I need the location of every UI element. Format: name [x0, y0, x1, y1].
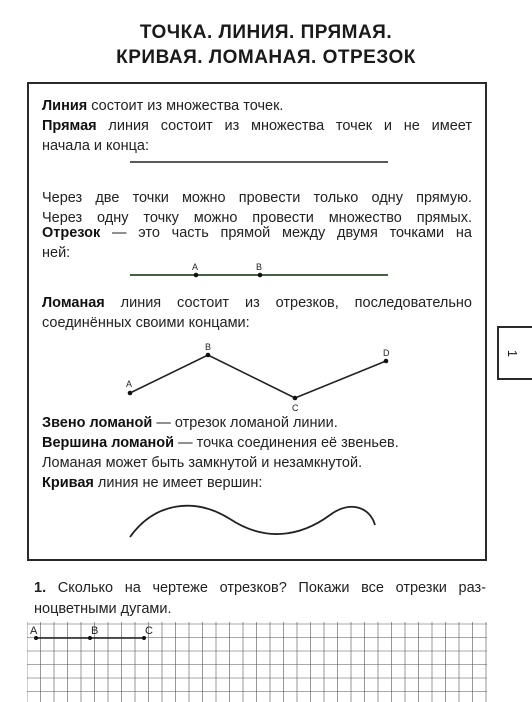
grid-workspace[interactable] — [27, 622, 487, 702]
line-definition — [42, 96, 472, 116]
task-1-line-2: ноцветными дугами. — [34, 601, 172, 617]
polyline-label-b: B — [205, 342, 212, 352]
segment-figure — [130, 262, 390, 282]
grid-label-c: C — [145, 625, 153, 637]
chapter-tab-number: 1 — [505, 349, 521, 358]
polyline-point-b — [206, 353, 211, 358]
grid-label-b: B — [91, 625, 99, 637]
straight-definition — [42, 116, 472, 136]
curve-figure — [125, 497, 385, 547]
link-definition-text: — отрезок ломаной линии. — [156, 415, 338, 431]
closed-polyline-text: Ломаная может быть замкнутой и незамкнутой. — [42, 455, 363, 471]
segment-definition — [42, 223, 472, 243]
term-link: Звено ломаной — [42, 415, 153, 431]
polyline-point-d — [384, 359, 389, 364]
task-number: 1. — [34, 580, 47, 596]
task-1-line-1 — [34, 578, 486, 599]
page-title-line-2: КРИВАЯ. ЛОМАНАЯ. ОТРЕЗОК — [116, 47, 416, 68]
polyline-definition-text-a: линия состоит из отрезков, последовательно — [120, 295, 472, 311]
straight-definition-cont: начала и конца: — [42, 138, 150, 154]
polyline-point-a — [128, 391, 133, 396]
term-curve: Кривая — [42, 475, 94, 491]
polyline-label-d: D — [383, 348, 390, 358]
curve-definition-text: линия не имеет вершин: — [97, 475, 263, 491]
segment-label-a: A — [192, 262, 199, 272]
task-1 — [34, 578, 486, 620]
segment-definition-cont: ней: — [42, 245, 71, 261]
segment-definition-text-a: — это часть прямой между двумя точками на — [112, 225, 472, 241]
page-title-line-1: ТОЧКА. ЛИНИЯ. ПРЯМАЯ. — [139, 22, 393, 43]
one-point-text: Через одну точку можно провести множество прямых. — [42, 210, 472, 226]
grid-label-a: A — [30, 625, 38, 637]
straight-definition-text-a: линия состоит из множества точек и не имеет — [108, 118, 472, 134]
vertex-definition-text: — точка соединения её звеньев. — [178, 435, 399, 451]
segment-point-b — [258, 273, 263, 278]
straight-line-figure — [130, 160, 390, 166]
term-polyline: Ломаная — [42, 295, 105, 311]
polyline-point-c — [293, 396, 298, 401]
term-line: Линия — [42, 98, 88, 114]
polyline-figure — [120, 340, 400, 413]
term-straight: Прямая — [42, 118, 97, 134]
term-vertex: Вершина ломаной — [42, 435, 175, 451]
curve-definition — [42, 473, 472, 493]
segment-label-b: B — [256, 262, 263, 272]
task-text-a: Сколько на чертеже отрезков? Покажи все отрезки раз- — [57, 580, 486, 596]
polyline-label-c: C — [292, 403, 299, 413]
two-points-text: Через две точки можно провести только одну прямую. — [42, 190, 472, 206]
line-definition-text: состоит из множества точек. — [91, 98, 284, 114]
chapter-tab — [497, 326, 532, 380]
curve-line — [130, 506, 375, 537]
vertex-definition — [42, 433, 472, 453]
polyline-definition-cont: соединённых своими концами: — [42, 315, 250, 331]
term-segment: Отрезок — [42, 225, 101, 241]
polyline-label-a: A — [126, 379, 133, 389]
segment-point-a — [194, 273, 199, 278]
polyline-definition — [42, 293, 472, 313]
link-definition — [42, 413, 472, 433]
